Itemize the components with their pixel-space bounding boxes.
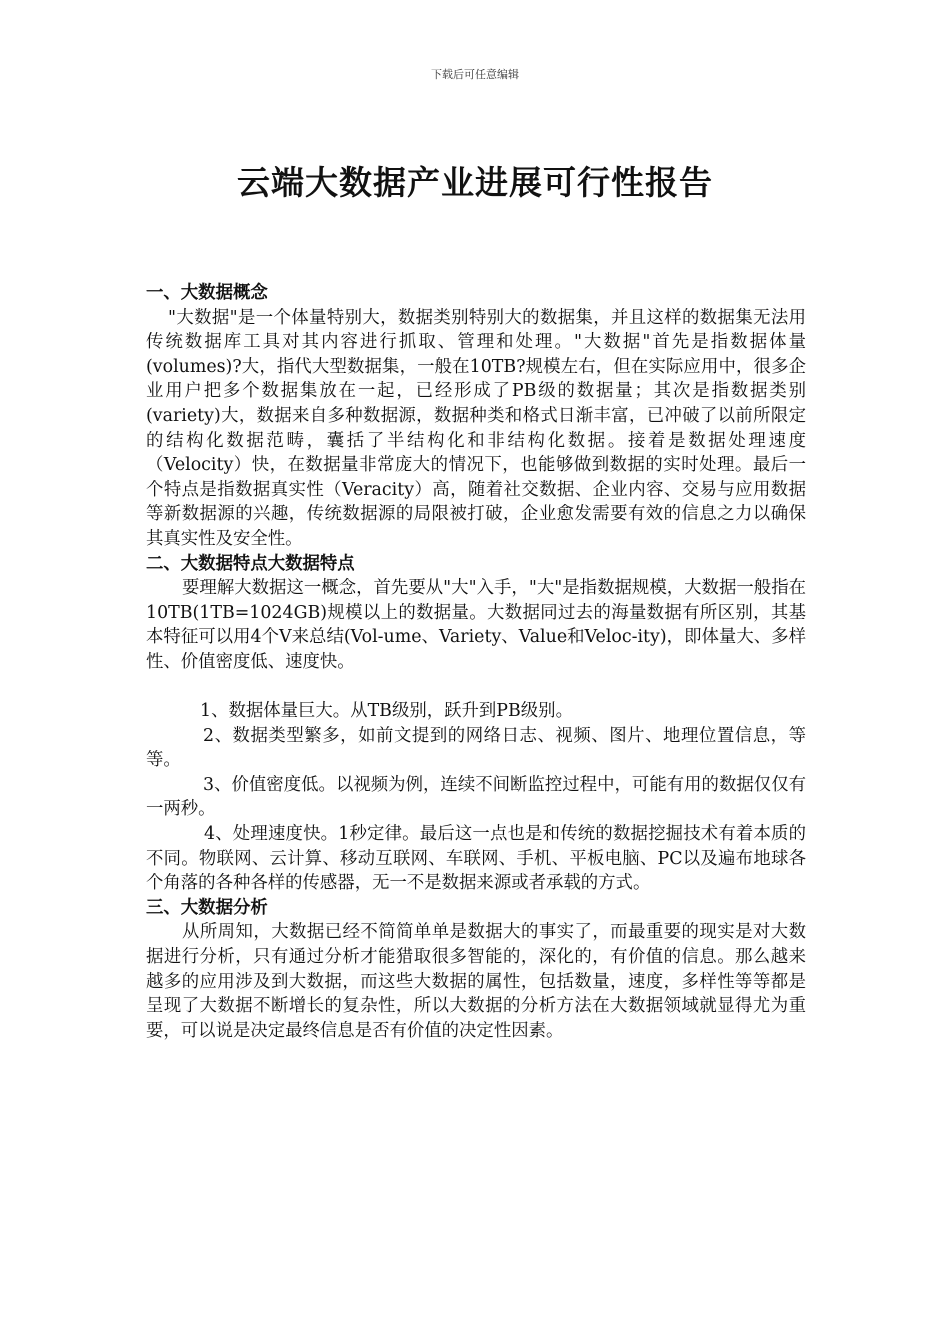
- list-item-value: 3、价值密度低。以视频为例，连续不间断监控过程中，可能有用的数据仅仅有一两秒。: [146, 774, 806, 820]
- list-item-variety: 2、数据类型繁多，如前文提到的网络日志、视频、图片、地理位置信息，等等。: [146, 725, 806, 771]
- section-heading-features: 二、大数据特点大数据特点: [146, 553, 355, 574]
- blank-line: [146, 675, 806, 700]
- paragraph-analysis: 从所周知，大数据已经不简简单单是数据大的事实了，而最重要的现实是对大数据进行分析，只有通过分析才能猎取很多智能的，深化的，有价值的信息。那么越来越多的应用涉及到大数据，而这些大数据的属性，包括数量，速度，多样性等等都是呈现了大数据不断增长的复杂性，所以大数据的分析方法在大数据领域就显得尤为重要，可以说是决定最终信息是否有价值的决定性因素。: [146, 922, 806, 1041]
- paragraph-features: 要理解大数据这一概念，首先要从"大"入手，"大"是指数据规模，大数据一般指在10TB(1TB=1024GB)规模以上的数据量。大数据同过去的海量数据有所区别，其基本特征可以用4个V来总结(Vol-ume、Variety、Value和Veloc-ity)，即体量大、多样性、价值密度低、速度快。: [146, 578, 806, 672]
- list-item-velocity: 4、处理速度快。1秒定律。最后这一点也是和传统的数据挖掘技术有着本质的不同。物联网、云计算、移动互联网、车联网、手机、平板电脑、PC以及遍布地球各个角落的各种各样的传感器，无一不是数据来源或者承载的方式。: [146, 824, 806, 894]
- document-title: 云端大数据产业进展可行性报告: [237, 163, 713, 202]
- paragraph-concept: "大数据"是一个体量特别大，数据类别特别大的数据集，并且这样的数据集无法用传统数据库工具对其内容进行抓取、管理和处理。"大数据"首先是指数据体量(volumes)?大，指代大型数据集，一般在10TB?规模左右，但在实际应用中，很多企业用户把多个数据集放在一起，已经形成了PB级的数据量；其次是指数据类别(variety)大，数据来自多种数据源，数据种类和格式日渐丰富，已冲破了以前所限定的结构化数据范畴，囊括了半结构化和非结构化数据。接着是数据处理速度（Velocity）快，在数据量非常庞大的情况下，也能够做到数据的实时处理。最后一个特点是指数据真实性（Veracity）高，随着社交数据、企业内容、交易与应用数据等新数据源的兴趣，传统数据源的局限被打破，企业愈发需要有效的信息之力以确保其真实性及安全性。: [146, 307, 806, 549]
- header-note: 下载后可任意编辑: [431, 68, 519, 81]
- section-heading-concept: 一、大数据概念: [146, 283, 268, 303]
- section-heading-analysis: 三、大数据分析: [146, 897, 268, 918]
- list-item-volume: 1、数据体量巨大。从TB级别，跃升到PB级别。: [200, 701, 573, 722]
- document-body: [146, 281, 806, 1043]
